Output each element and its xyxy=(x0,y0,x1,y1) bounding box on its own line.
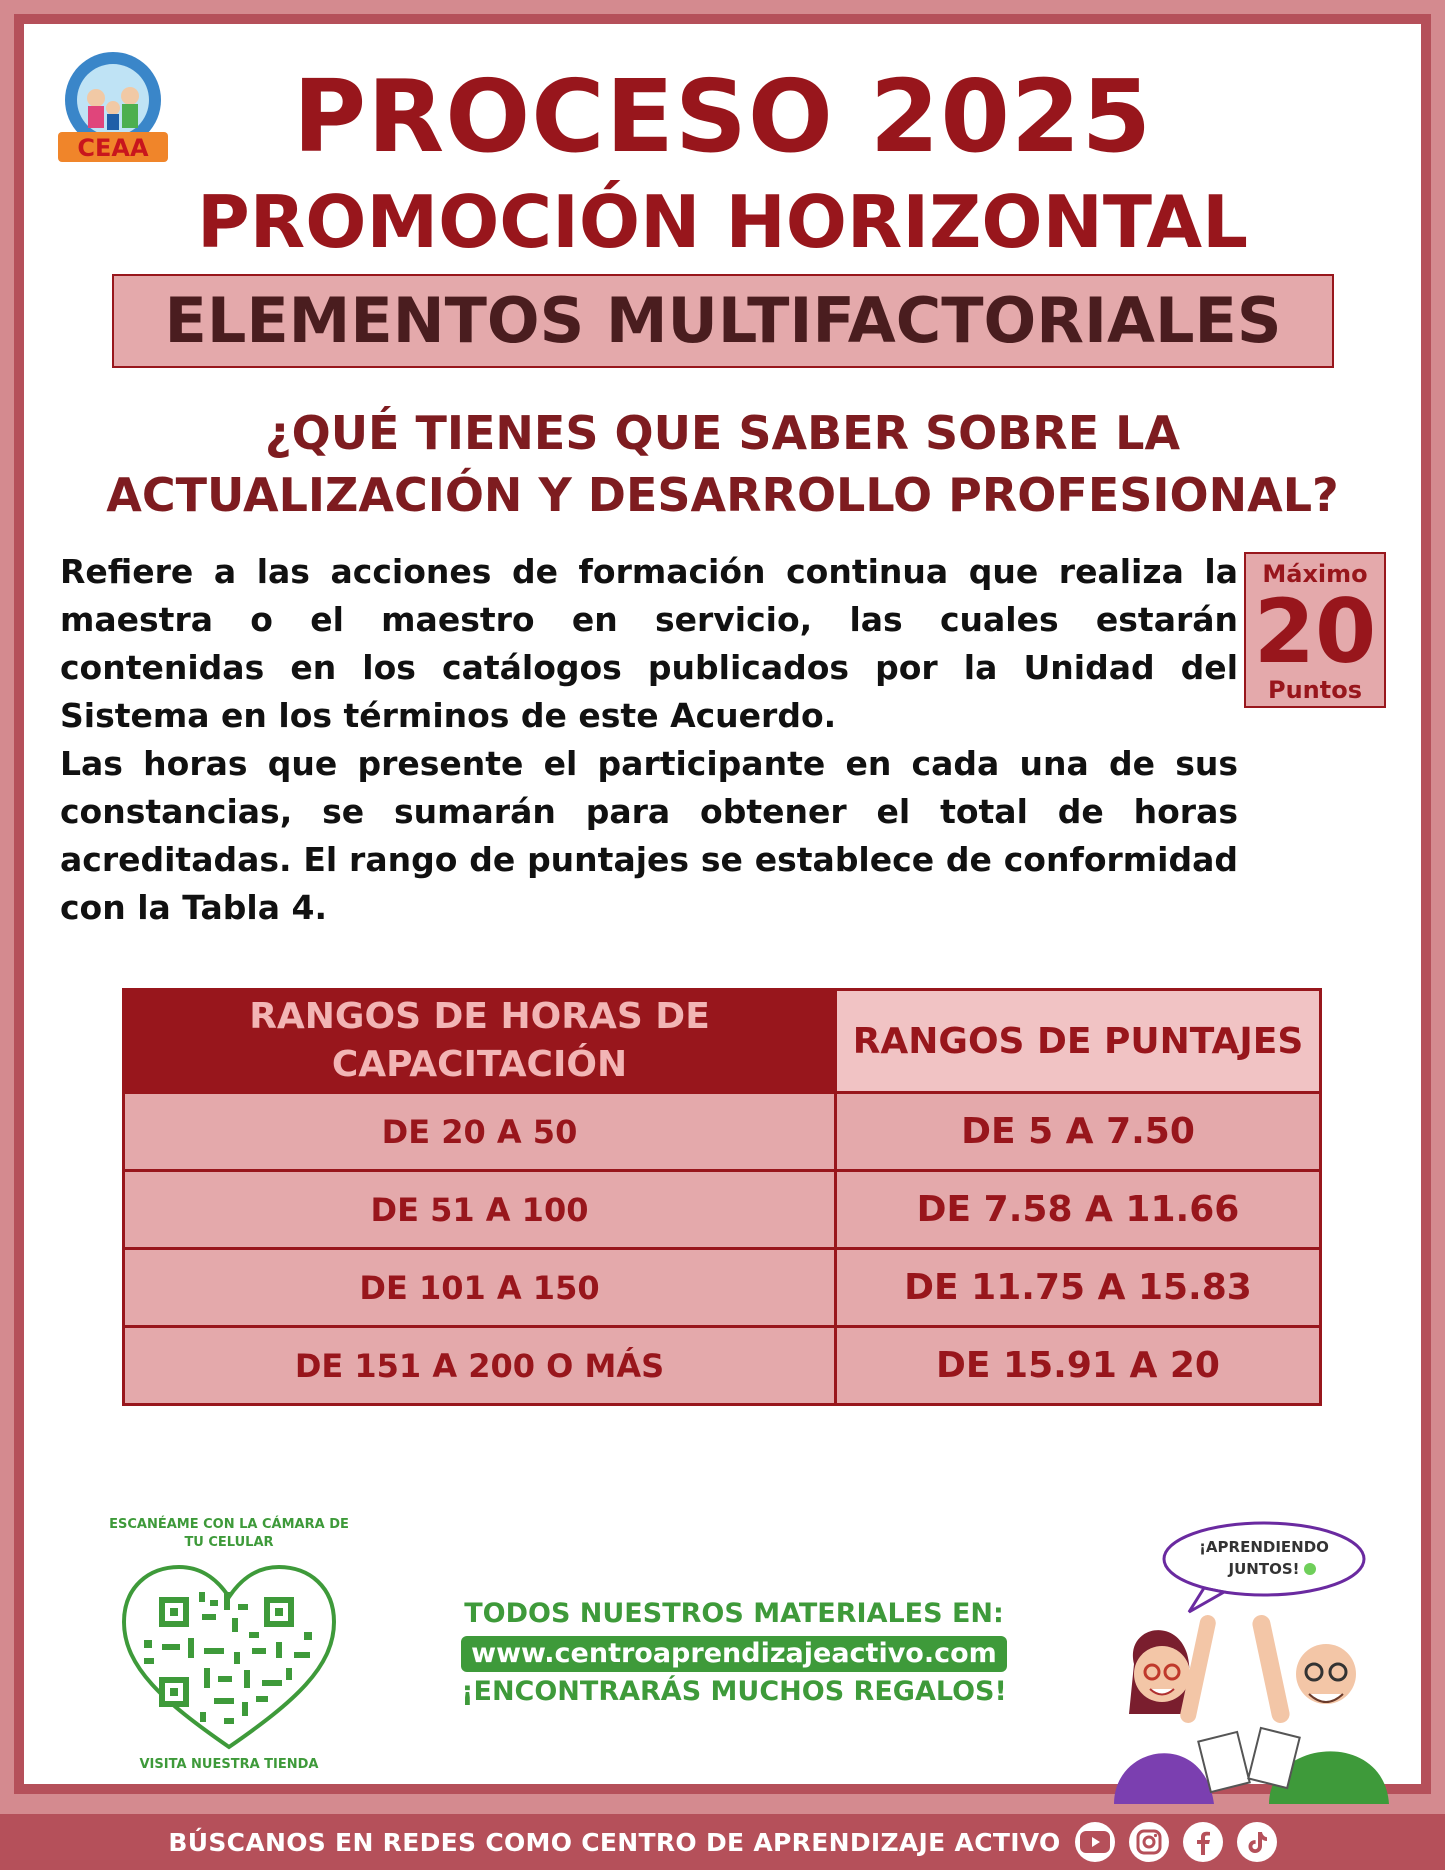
teachers-illustration xyxy=(1094,1514,1394,1804)
table-header-row xyxy=(125,991,1319,1091)
section-banner xyxy=(112,274,1334,368)
table-cell-score: DE 11.75 A 15.83 xyxy=(904,1267,1252,1308)
badge-number: 20 xyxy=(1253,580,1377,683)
paragraph-1: Refiere a las acciones de formación continua que realiza la maestra o el maestro en servicio, las cuales estarán contenidas en los catálogos publicados por la Unidad del Sistema en los términos de este Acuerdo. xyxy=(60,552,1238,735)
bubble-text-2: JUNTOS! xyxy=(1228,1560,1300,1578)
youtube-icon[interactable] xyxy=(1075,1822,1115,1862)
promo-line-3: ¡ENCONTRARÁS MUCHOS REGALOS! xyxy=(461,1676,1007,1707)
section-question: ¿QUÉ TIENES QUE SABER SOBRE LA ACTUALIZACIÓN Y DESARROLLO PROFESIONAL? xyxy=(106,406,1339,522)
table-cell-hours: DE 101 A 150 xyxy=(125,1250,837,1325)
table-cell-score: DE 5 A 7.50 xyxy=(961,1111,1195,1152)
footer-bar xyxy=(0,1814,1445,1870)
page-frame xyxy=(14,14,1431,1794)
badge-top-label: Máximo xyxy=(1262,560,1368,588)
banner-label: ELEMENTOS MULTIFACTORIALES xyxy=(164,284,1282,357)
badge-bottom-label: Puntos xyxy=(1267,676,1362,704)
page-subtitle: PROMOCIÓN HORIZONTAL xyxy=(197,180,1248,264)
table-header-scores: RANGOS DE PUNTAJES xyxy=(837,991,1319,1091)
table-cell-hours: DE 20 A 50 xyxy=(125,1094,837,1169)
table-row xyxy=(125,1325,1319,1403)
table-row xyxy=(125,1169,1319,1247)
tiktok-icon[interactable] xyxy=(1237,1822,1277,1862)
qr-code-heart[interactable] xyxy=(104,1552,354,1752)
max-points-badge xyxy=(1244,552,1386,708)
table-cell-score: DE 15.91 A 20 xyxy=(936,1345,1220,1386)
instagram-icon[interactable] xyxy=(1129,1822,1169,1862)
bubble-text-1: ¡APRENDIENDO xyxy=(1199,1538,1329,1556)
promo-line-1: TODOS NUESTROS MATERIALES EN: xyxy=(464,1598,1004,1629)
page-title: PROCESO 2025 xyxy=(292,58,1153,175)
promo-block xyxy=(414,1596,1054,1712)
website-link[interactable]: www.centroaprendizajeactivo.com xyxy=(461,1636,1007,1672)
table-cell-hours: DE 151 A 200 O MÁS xyxy=(125,1328,837,1403)
page-content xyxy=(24,24,1421,1784)
facebook-icon[interactable] xyxy=(1183,1822,1223,1862)
paragraph-2: Las horas que presente el participante en cada una de sus constancias, se sumarán para obtener el total de horas acreditadas. El rango de puntajes se establece de conformidad con la Tabla 4. xyxy=(60,744,1238,927)
qr-caption-bottom: VISITA NUESTRA TIENDA xyxy=(139,1757,319,1772)
footer-text: BÚSCANOS EN REDES COMO CENTRO DE APRENDIZAJE ACTIVO xyxy=(168,1827,1061,1857)
logo-text: CEAA xyxy=(77,134,149,162)
body-text xyxy=(60,548,1238,932)
table-header-hours: RANGOS DE HORAS DE CAPACITACIÓN xyxy=(125,991,837,1091)
scores-table xyxy=(122,988,1322,1406)
table-row xyxy=(125,1247,1319,1325)
qr-caption-top: ESCANÉAME CON LA CÁMARA DE TU CELULAR xyxy=(109,1517,349,1550)
table-row xyxy=(125,1091,1319,1169)
table-cell-hours: DE 51 A 100 xyxy=(125,1172,837,1247)
qr-section xyxy=(104,1516,354,1772)
table-cell-score: DE 7.58 A 11.66 xyxy=(916,1189,1240,1230)
